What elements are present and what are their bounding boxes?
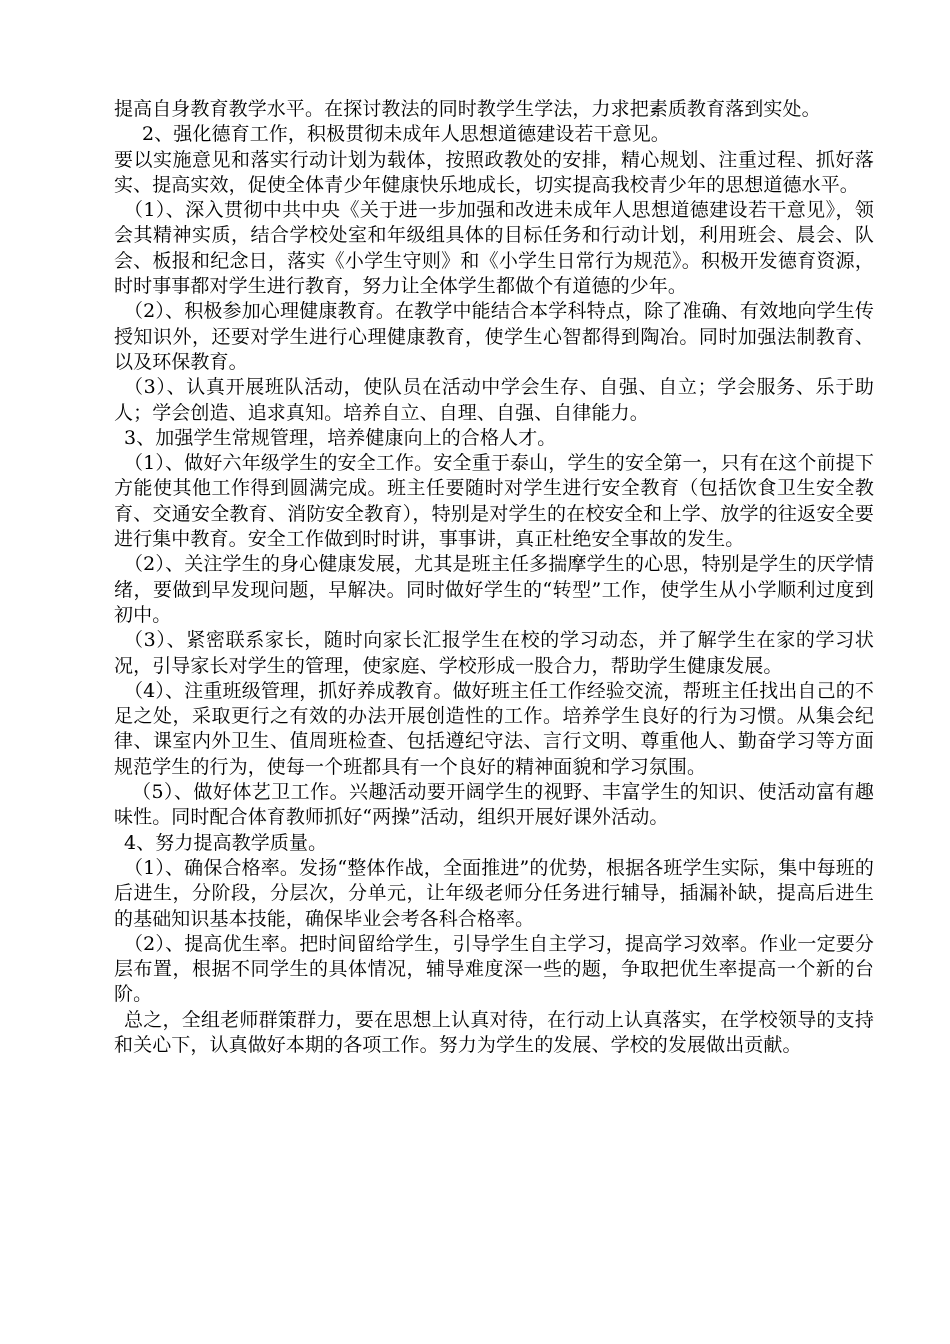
paragraph-management-item-5: （5）、做好体艺卫工作。兴趣活动要开阔学生的视野、丰富学生的知识、使活动富有趣味性。同时配合体育教师抓好“两操”活动，组织开展好课外活动。	[114, 781, 874, 829]
document-body	[114, 97, 874, 1058]
paragraph-management-item-4: （4）、注重班级管理，抓好养成教育。做好班主任工作经验交流，帮班主任找出自己的不足之处，采取更行之有效的办法开展创造性的工作。培养学生良好的行为习惯。从集会纪律、课室内外卫生、值周班检查、包括遵纪守法、言行文明、尊重他人、勤奋学习等方面规范学生的行为，使每一个班都具有一个良好的精神面貌和学习氛围。	[114, 679, 874, 778]
paragraph-intro-continuation: 提高自身教育教学水平。在探讨教法的同时教学生学法，力求把素质教育落到实处。	[114, 98, 821, 120]
paragraph-management-item-2: （2）、关注学生的身心健康发展，尤其是班主任多揣摩学生的心思，特别是学生的厌学情绪，要做到早发现问题，早解决。同时做好学生的“转型”工作，使学生从小学顺利过度到初中。	[114, 553, 874, 626]
heading-student-management: 3、加强学生常规管理，培养健康向上的合格人才。	[124, 426, 557, 449]
paragraph-moral-item-2: （2）、积极参加心理健康教育。在教学中能结合本学科特点，除了准确、有效地向学生传授知识外，还要对学生进行心理健康教育，使学生心智都得到陶冶。同时加强法制教育、以及环保教育。	[114, 300, 874, 373]
paragraph-conclusion: 总之，全组老师群策群力，要在思想上认真对待，在行动上认真落实，在学校领导的支持和关心下，认真做好本期的各项工作。努力为学生的发展、学校的发展做出贡献。	[114, 1008, 874, 1056]
paragraph-quality-item-1: （1）、确保合格率。发扬“整体作战，全面推进”的优势，根据各班学生实际，集中每班的后进生，分阶段，分层次，分单元，让年级老师分任务进行辅导，插漏补缺，提高后进生的基础知识基本技能，确保毕业会考各科合格率。	[114, 856, 874, 930]
paragraph-quality-item-2: （2）、提高优生率。把时间留给学生，引导学生自主学习，提高学习效率。作业一定要分层布置，根据不同学生的具体情况，辅导难度深一些的题，争取把优生率提高一个新的台阶。	[114, 932, 874, 1006]
paragraph-management-item-1: （1）、做好六年级学生的安全工作。安全重于泰山，学生的安全第一，只有在这个前提下方能使其他工作得到圆满完成。班主任要随时对学生进行安全教育（包括饮食卫生安全教育、交通安全教育、消防安全教育），特别是对学生的在校安全和上学、放学的往返安全要进行集中教育。安全工作做到时时讲，事事讲，真正杜绝安全事故的发生。	[114, 452, 874, 551]
heading-teaching-quality: 4、努力提高教学质量。	[124, 831, 328, 854]
paragraph-moral-item-3: （3）、认真开展班队活动，使队员在活动中学会生存、自强、自立；学会服务、乐于助人；学会创造、追求真知。培养自立、自理、自强、自律能力。	[114, 376, 874, 424]
paragraph-management-item-3: （3）、紧密联系家长，随时向家长汇报学生在校的学习动态，并了解学生在家的学习状况，引导家长对学生的管理，使家庭、学校形成一股合力，帮助学生健康发展。	[114, 629, 874, 677]
paragraph-moral-item-1: （1）、深入贯彻中共中央《关于进一步加强和改进未成年人思想道德建设若干意见》，领会其精神实质，结合学校处室和年级组具体的目标任务和行动计划，利用班会、晨会、队会、板报和纪念日，落实《小学生守则》和《小学生日常行为规范》。积极开发德育资源，时时事事都对学生进行教育，努力让全体学生都做个有道德的少年。	[114, 199, 874, 298]
heading-moral-education: 2、强化德育工作，积极贯彻未成年人思想道德建设若干意见。	[142, 123, 670, 146]
paragraph-moral-education-overview: 要以实施意见和落实行动计划为载体，按照政教处的安排，精心规划、注重过程、抓好落实、提高实效，促使全体青少年健康快乐地成长，切实提高我校青少年的思想道德水平。	[114, 148, 874, 196]
